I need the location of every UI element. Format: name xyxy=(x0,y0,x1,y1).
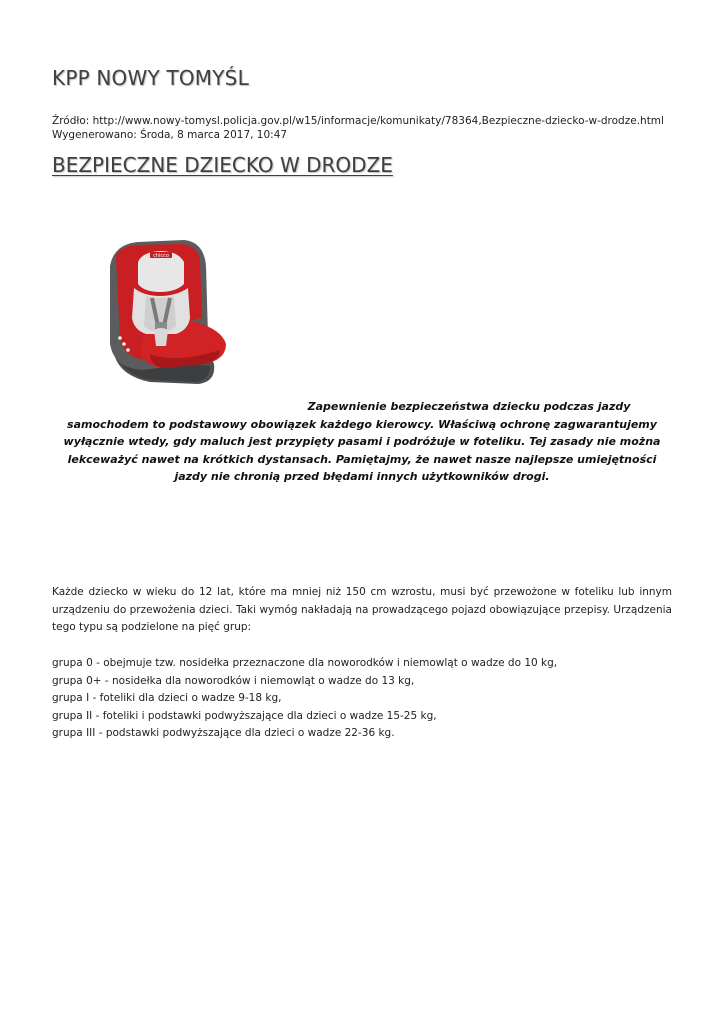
list-item: grupa III - podstawki podwyższające dla dzieci o wadze 22-36 kg. xyxy=(52,727,395,739)
list-item: grupa 0+ - nosidełka dla noworodków i niemowląt o wadze do 13 kg, xyxy=(52,674,415,687)
article-title: BEZPIECZNE DZIECKO W DRODZE xyxy=(52,153,393,177)
article-body: Każde dziecko w wieku do 12 lat, które ma mniej niż 150 cm wzrostu, musi być przewożone w foteliku lub innym urządzeniu do przewożenia dzieci. Taki wymóg nakładają na prowadzącego pojazd obowiązujące przepisy. Urządzenia tego typu są podzielone na pięć grup: xyxy=(52,586,672,633)
document-meta xyxy=(52,114,664,142)
generated-line: Wygenerowano: Środa, 8 marca 2017, 10:47 xyxy=(52,129,288,141)
list-item: grupa 0 - obejmuje tzw. nosidełka przeznaczone dla noworodków i niemowląt o wadze do 10 kg, xyxy=(52,657,558,669)
site-title: KPP NOWY TOMYŚL xyxy=(52,66,249,90)
list-item: grupa II - foteliki i podstawki podwyższające dla dzieci o wadze 15-25 kg, xyxy=(52,709,437,722)
svg-text:chicco: chicco xyxy=(153,253,169,259)
lead-text: Zapewnienie bezpieczeństwa dziecku podczas jazdy samochodem to podstawowy obowiązek każdego kierowcy. Właściwą ochronę zagwarantujemy wyłącznie wtedy, gdy maluch jest przypięty pasami i podróżuje w foteliku. Tej zasady nie można lekceważyć nawet na krótkich dystansach. Pamiętajmy, że nawet nasze najlepsze umiejętności jazdy nie chronią przed błędami innych użytkowników drogi. xyxy=(63,400,661,483)
article-lead xyxy=(52,398,672,486)
list-item: grupa I - foteliki dla dzieci o wadze 9-18 kg, xyxy=(52,692,282,704)
car-seat-image xyxy=(80,226,264,402)
seat-groups-list xyxy=(52,655,672,743)
source-line: Źródło: http://www.nowy-tomysl.policja.gov.pl/w15/informacje/komunikaty/78364,Bezpieczne-dziecko-w-drodze.html xyxy=(52,115,664,127)
